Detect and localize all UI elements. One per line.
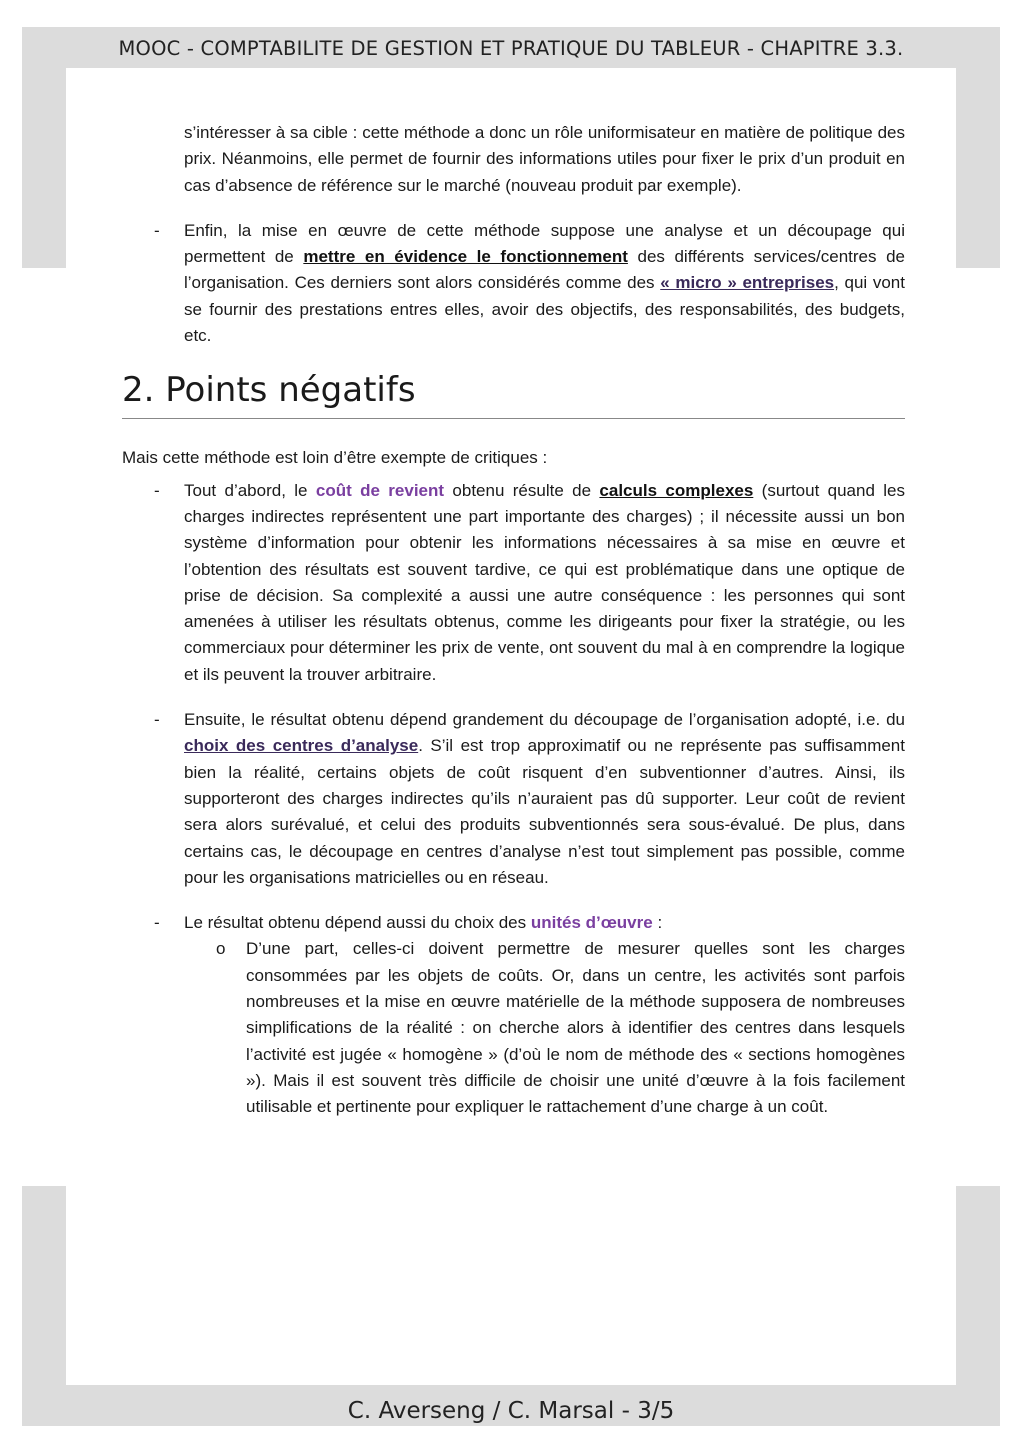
dash-bullet: -	[154, 710, 160, 730]
keyword-cout-de-revient: coût de revient	[315, 480, 445, 500]
continued-paragraph: s’intéresser à sa cible : cette méthode a donc un rôle uniformisateur en matière de politique des prix. Néanmoins, elle permet de fournir des informations utiles pour fixer le prix d’un produit en cas d’absence de référence sur le marché (nouveau produit par exemple).	[184, 123, 905, 195]
list-item-text	[184, 707, 905, 891]
list-item-enfin	[122, 218, 905, 349]
text-run: Ensuite, le résultat obtenu dépend grandement du découpage de l’organisation adopté, i.e. du	[184, 710, 905, 730]
running-footer: C. Averseng / C. Marsal - 3/5	[347, 1398, 675, 1424]
text-run: Le résultat obtenu dépend aussi du choix des	[184, 913, 531, 933]
sub-list-item-text: D’une part, celles-ci doivent permettre de mesurer quelles sont les charges consommées par les objets de coûts. Or, dans un centre, les activités sont parfois nombreuses et la mise en œuvre matérielle de la méthode supposera de nombreuses simplifications de la réalité : on cherche alors à identifier des centres dans lesquels l’activité est jugée « homogène » (d’où le nom de méthode des « sections homogènes »). Mais il est souvent très difficile de choisir une unité d’œuvre à la fois facilement utilisable et pertinente pour expliquer le rattachement d’une charge à un coût.	[246, 939, 905, 1117]
list-item-ensuite	[122, 707, 905, 891]
list-item-text	[184, 218, 905, 349]
dash-bullet: -	[154, 480, 160, 500]
text-run: , qui vont se fournir des prestations entres elles, avoir des objectifs, des responsabilités, des budgets, etc.	[184, 273, 905, 346]
keyword-calculs-complexes: calculs complexes	[599, 480, 754, 500]
text-run: . S’il est trop approximatif ou ne représente pas suffisamment bien la réalité, certains objets de coût risquent d’en subventionner d’autres. Ainsi, ils supporteront des charges indirectes qu’ils n’auraient pas dû supporter. Leur coût de revient sera alors surévalué, et celui des produits subventionnés sera sous-évalué. De plus, dans certains cas, le découpage en centres d’analyse n’est tout simplement pas possible, comme pour les organisations matricielles ou en réseau.	[184, 736, 905, 887]
text-run: Tout d’abord, le	[184, 480, 316, 500]
list-item-text	[184, 478, 905, 688]
text-run: :	[652, 913, 663, 933]
keyword-unites-doeuvre: unités d’œuvre	[530, 913, 653, 933]
sub-list-item	[122, 936, 905, 1120]
text-run: obtenu résulte de	[444, 480, 600, 500]
list-item-unites-doeuvre	[122, 910, 905, 936]
keyword-fonctionnement: mettre en évidence le fonctionnement	[303, 247, 628, 267]
text-run: Enfin, la mise en œuvre de cette méthode suppose une analyse et un découpage qui permettent de	[184, 220, 905, 267]
dash-bullet: -	[154, 220, 160, 240]
running-header: MOOC - COMPTABILITE DE GESTION ET PRATIQUE DU TABLEUR - CHAPITRE 3.3.	[118, 37, 904, 60]
list-item-text	[184, 910, 905, 936]
document-body	[122, 120, 905, 1121]
circle-bullet: o	[216, 939, 226, 959]
dash-bullet: -	[154, 913, 160, 933]
section-heading: 2. Points négatifs	[122, 368, 905, 419]
list-item-tout-dabord	[122, 478, 905, 688]
section-intro: Mais cette méthode est loin d’être exempte de critiques :	[122, 448, 548, 468]
keyword-choix-des-centres: choix des centres d’analyse	[184, 736, 419, 756]
text-run: (surtout quand les charges indirectes représentent une part importante des charges) ; il nécessite aussi un bon système d’information pour obtenir les informations nécessaires à sa mise en œuvre et l’obtention des résultats est souvent tardive, ce qui est problématique dans une optique de prise de décision. Sa complexité a aussi une autre conséquence : les personnes qui sont amenées à utiliser les résultats obtenus, comme les dirigeants pour fixer la stratégie, ou les commerciaux pour déterminer les prix de vente, ont souvent du mal à en comprendre la logique et ils peuvent la trouver arbitraire.	[184, 480, 906, 684]
keyword-micro-entreprises: « micro » entreprises	[660, 273, 835, 293]
text-run: des différents services/centres de l’organisation. Ces derniers sont alors considérés comme des	[184, 247, 905, 293]
